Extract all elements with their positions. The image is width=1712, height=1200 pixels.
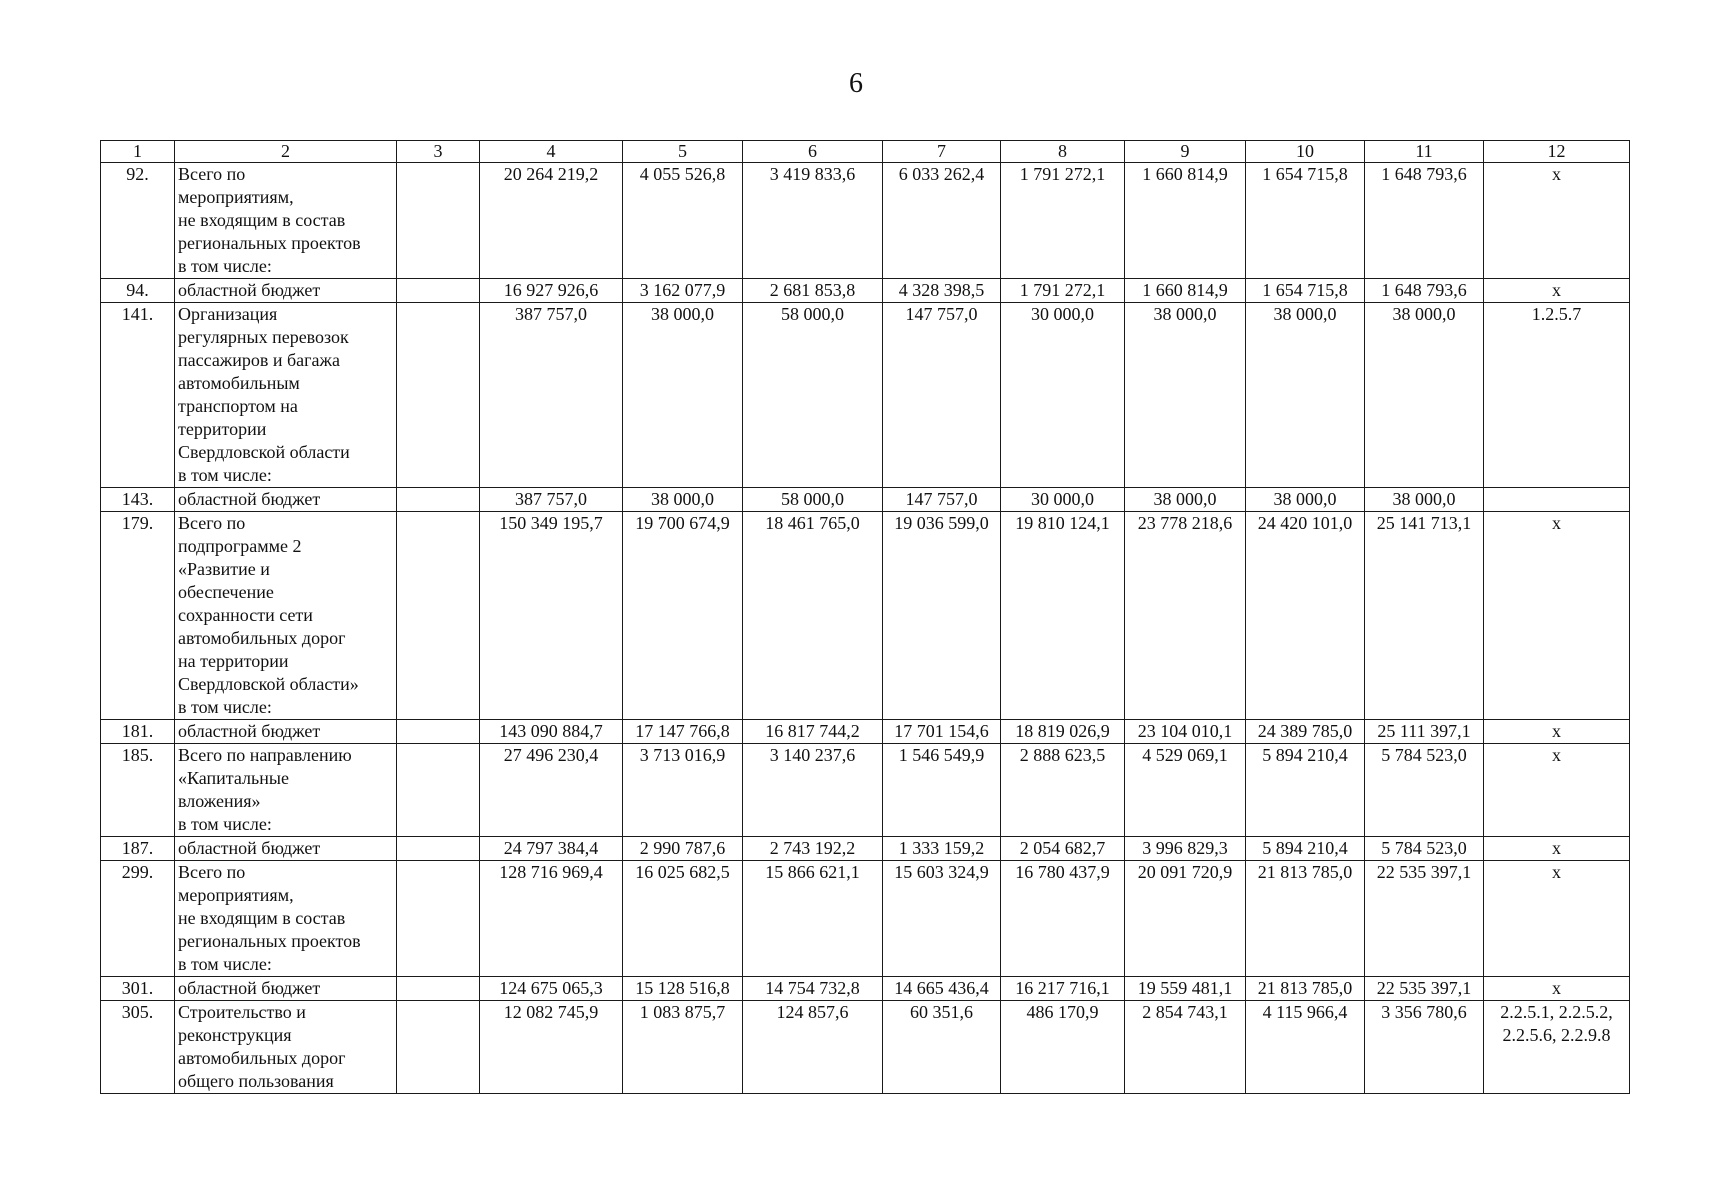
target-indicator-cell: x [1484,163,1630,279]
row-name-cell: Организация регулярных перевозок пассажиров и багажа автомобильным транспортом на территории Свердловской области в том числе: [175,303,397,488]
column-header: 6 [743,141,883,163]
value-cell: 1 546 549,9 [883,744,1001,837]
value-cell: 38 000,0 [1246,303,1365,488]
value-cell: 19 036 599,0 [883,512,1001,720]
target-indicator-cell: x [1484,720,1630,744]
value-cell: 17 701 154,6 [883,720,1001,744]
value-cell: 2 681 853,8 [743,279,883,303]
row-name-cell: областной бюджет [175,720,397,744]
value-cell: 387 757,0 [480,488,623,512]
target-indicator-cell: x [1484,512,1630,720]
value-cell: 12 082 745,9 [480,1001,623,1094]
value-cell: 14 665 436,4 [883,977,1001,1001]
value-cell: 1 791 272,1 [1001,279,1125,303]
value-cell: 21 813 785,0 [1246,861,1365,977]
value-cell: 6 033 262,4 [883,163,1001,279]
table-row [101,303,1630,488]
row-name-cell: Всего по подпрограмме 2 «Развитие и обеспечение сохранности сети автомобильных дорог на территории Свердловской области» в том числе: [175,512,397,720]
column-header: 10 [1246,141,1365,163]
value-cell: 19 559 481,1 [1125,977,1246,1001]
column-header: 9 [1125,141,1246,163]
column-header: 2 [175,141,397,163]
value-cell: 38 000,0 [623,303,743,488]
column-3-cell [397,488,480,512]
budget-table [100,140,1630,1094]
value-cell: 38 000,0 [1125,303,1246,488]
column-3-cell [397,861,480,977]
column-header: 4 [480,141,623,163]
value-cell: 25 141 713,1 [1365,512,1484,720]
column-number-header-row [101,141,1630,163]
table-row [101,861,1630,977]
table-row [101,1001,1630,1094]
value-cell: 150 349 195,7 [480,512,623,720]
column-3-cell [397,512,480,720]
table-row [101,163,1630,279]
table-row [101,744,1630,837]
value-cell: 4 529 069,1 [1125,744,1246,837]
value-cell: 5 894 210,4 [1246,744,1365,837]
value-cell: 1 654 715,8 [1246,279,1365,303]
value-cell: 16 025 682,5 [623,861,743,977]
value-cell: 58 000,0 [743,303,883,488]
column-header: 1 [101,141,175,163]
row-number-cell: 92. [101,163,175,279]
table-row [101,488,1630,512]
value-cell: 24 797 384,4 [480,837,623,861]
value-cell: 38 000,0 [1365,303,1484,488]
value-cell: 20 264 219,2 [480,163,623,279]
value-cell: 128 716 969,4 [480,861,623,977]
column-header: 8 [1001,141,1125,163]
value-cell: 20 091 720,9 [1125,861,1246,977]
target-indicator-cell: x [1484,837,1630,861]
value-cell: 387 757,0 [480,303,623,488]
row-number-cell: 185. [101,744,175,837]
value-cell: 30 000,0 [1001,303,1125,488]
value-cell: 38 000,0 [1125,488,1246,512]
value-cell: 23 778 218,6 [1125,512,1246,720]
value-cell: 38 000,0 [1365,488,1484,512]
value-cell: 1 333 159,2 [883,837,1001,861]
row-name-cell: Всего по мероприятиям, не входящим в состав региональных проектов в том числе: [175,861,397,977]
column-3-cell [397,837,480,861]
value-cell: 24 420 101,0 [1246,512,1365,720]
row-name-cell: областной бюджет [175,279,397,303]
value-cell: 27 496 230,4 [480,744,623,837]
value-cell: 38 000,0 [623,488,743,512]
value-cell: 16 780 437,9 [1001,861,1125,977]
page-number: 6 [849,68,863,99]
value-cell: 2 054 682,7 [1001,837,1125,861]
table-row [101,977,1630,1001]
value-cell: 3 419 833,6 [743,163,883,279]
column-header: 11 [1365,141,1484,163]
target-indicator-cell: 1.2.5.7 [1484,303,1630,488]
value-cell: 2 743 192,2 [743,837,883,861]
row-name-cell: Всего по направлению «Капитальные вложения» в том числе: [175,744,397,837]
column-3-cell [397,303,480,488]
target-indicator-cell: x [1484,861,1630,977]
value-cell: 3 996 829,3 [1125,837,1246,861]
value-cell: 147 757,0 [883,303,1001,488]
value-cell: 3 713 016,9 [623,744,743,837]
column-3-cell [397,720,480,744]
column-3-cell [397,163,480,279]
value-cell: 5 784 523,0 [1365,837,1484,861]
target-indicator-cell: x [1484,977,1630,1001]
value-cell: 4 328 398,5 [883,279,1001,303]
table-row [101,279,1630,303]
value-cell: 4 055 526,8 [623,163,743,279]
value-cell: 15 866 621,1 [743,861,883,977]
value-cell: 22 535 397,1 [1365,977,1484,1001]
value-cell: 1 648 793,6 [1365,279,1484,303]
value-cell: 5 894 210,4 [1246,837,1365,861]
column-header: 7 [883,141,1001,163]
value-cell: 147 757,0 [883,488,1001,512]
column-3-cell [397,744,480,837]
row-number-cell: 305. [101,1001,175,1094]
table-row [101,512,1630,720]
value-cell: 124 857,6 [743,1001,883,1094]
value-cell: 17 147 766,8 [623,720,743,744]
value-cell: 58 000,0 [743,488,883,512]
target-indicator-cell [1484,488,1630,512]
value-cell: 2 990 787,6 [623,837,743,861]
target-indicator-cell: x [1484,744,1630,837]
column-3-cell [397,279,480,303]
row-name-cell: Строительство и реконструкция автомобильных дорог общего пользования [175,1001,397,1094]
target-indicator-cell: x [1484,279,1630,303]
value-cell: 38 000,0 [1246,488,1365,512]
value-cell: 15 128 516,8 [623,977,743,1001]
column-header: 12 [1484,141,1630,163]
value-cell: 1 654 715,8 [1246,163,1365,279]
value-cell: 22 535 397,1 [1365,861,1484,977]
value-cell: 3 140 237,6 [743,744,883,837]
row-name-cell: областной бюджет [175,837,397,861]
row-number-cell: 141. [101,303,175,488]
value-cell: 14 754 732,8 [743,977,883,1001]
table-row [101,720,1630,744]
value-cell: 4 115 966,4 [1246,1001,1365,1094]
value-cell: 1 791 272,1 [1001,163,1125,279]
row-name-cell: Всего по мероприятиям, не входящим в состав региональных проектов в том числе: [175,163,397,279]
column-header: 5 [623,141,743,163]
value-cell: 25 111 397,1 [1365,720,1484,744]
row-number-cell: 143. [101,488,175,512]
row-name-cell: областной бюджет [175,977,397,1001]
column-header: 3 [397,141,480,163]
row-name-cell: областной бюджет [175,488,397,512]
value-cell: 16 817 744,2 [743,720,883,744]
value-cell: 15 603 324,9 [883,861,1001,977]
value-cell: 1 083 875,7 [623,1001,743,1094]
target-indicator-cell: 2.2.5.1, 2.2.5.2, 2.2.5.6, 2.2.9.8 [1484,1001,1630,1094]
value-cell: 16 217 716,1 [1001,977,1125,1001]
row-number-cell: 301. [101,977,175,1001]
value-cell: 1 648 793,6 [1365,163,1484,279]
value-cell: 21 813 785,0 [1246,977,1365,1001]
value-cell: 3 356 780,6 [1365,1001,1484,1094]
value-cell: 16 927 926,6 [480,279,623,303]
value-cell: 18 461 765,0 [743,512,883,720]
value-cell: 19 810 124,1 [1001,512,1125,720]
row-number-cell: 94. [101,279,175,303]
row-number-cell: 179. [101,512,175,720]
row-number-cell: 181. [101,720,175,744]
value-cell: 24 389 785,0 [1246,720,1365,744]
value-cell: 1 660 814,9 [1125,279,1246,303]
value-cell: 19 700 674,9 [623,512,743,720]
value-cell: 30 000,0 [1001,488,1125,512]
row-number-cell: 299. [101,861,175,977]
column-3-cell [397,977,480,1001]
row-number-cell: 187. [101,837,175,861]
value-cell: 2 854 743,1 [1125,1001,1246,1094]
value-cell: 143 090 884,7 [480,720,623,744]
value-cell: 1 660 814,9 [1125,163,1246,279]
value-cell: 5 784 523,0 [1365,744,1484,837]
value-cell: 3 162 077,9 [623,279,743,303]
value-cell: 124 675 065,3 [480,977,623,1001]
value-cell: 2 888 623,5 [1001,744,1125,837]
table-row [101,837,1630,861]
value-cell: 18 819 026,9 [1001,720,1125,744]
column-3-cell [397,1001,480,1094]
value-cell: 486 170,9 [1001,1001,1125,1094]
value-cell: 60 351,6 [883,1001,1001,1094]
value-cell: 23 104 010,1 [1125,720,1246,744]
